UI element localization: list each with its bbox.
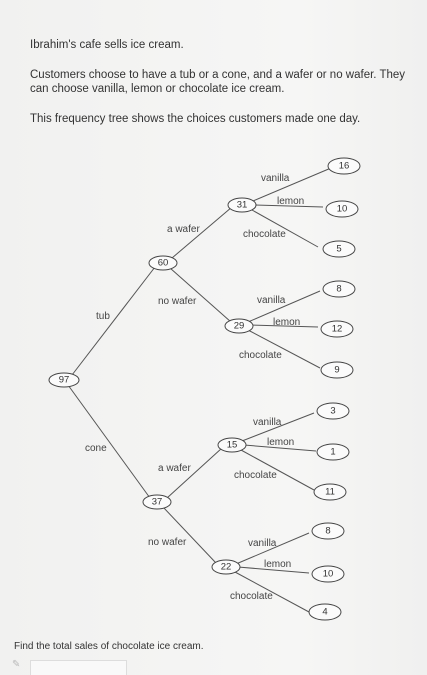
intro-line-3: This frequency tree shows the choices customers made one day.	[30, 113, 361, 125]
leaf-cone-nowafer-lemon: 10	[322, 568, 334, 580]
label-29-vanilla: vanilla	[257, 295, 286, 306]
answer-input[interactable]	[30, 660, 127, 675]
label-31-vanilla: vanilla	[261, 173, 290, 184]
branch-tub-no-wafer	[170, 268, 231, 322]
node-cone: 37	[151, 496, 163, 508]
leaf-tub-wafer-lemon: 10	[336, 203, 348, 215]
leaf-tub-wafer-chocolate: 5	[336, 243, 342, 255]
leaf-cone-nowafer-vanilla: 8	[325, 525, 331, 537]
label-22-vanilla: vanilla	[248, 538, 277, 549]
label-29-chocolate: chocolate	[239, 350, 282, 361]
node-cone-a-wafer: 15	[226, 439, 238, 451]
node-tub-no-wafer: 29	[233, 320, 245, 332]
node-cone-no-wafer: 22	[220, 561, 232, 573]
leaf-tub-nowafer-vanilla: 8	[336, 283, 342, 295]
label-15-chocolate: chocolate	[234, 470, 277, 481]
node-tub-a-wafer: 31	[236, 199, 248, 211]
leaf-cone-wafer-chocolate: 11	[325, 486, 335, 498]
node-values	[59, 161, 350, 618]
label-31-lemon: lemon	[277, 196, 305, 207]
question-text: Find the total sales of chocolate ice cream.	[14, 641, 204, 652]
label-15-vanilla: vanilla	[253, 417, 282, 428]
label-cone: cone	[85, 443, 107, 454]
leaf-cone-nowafer-chocolate: 4	[322, 606, 328, 618]
label-22-lemon: lemon	[264, 559, 292, 570]
leaf-tub-nowafer-lemon: 12	[331, 323, 343, 335]
leaf-cone-wafer-vanilla: 3	[330, 405, 336, 417]
branch-tub	[72, 267, 155, 375]
label-tub-no-wafer: no wafer	[158, 296, 197, 307]
intro-line-2: Customers choose to have a tub or a cone, and a wafer or no wafer. They can choose vanilla, lemon or chocolate ice cream.	[30, 69, 406, 95]
leaf-cone-wafer-lemon: 1	[330, 446, 336, 458]
intro-line-1: Ibrahim's cafe sells ice cream.	[30, 39, 184, 51]
label-cone-a-wafer: a wafer	[158, 463, 191, 474]
label-cone-no-wafer: no wafer	[148, 537, 187, 548]
leaf-tub-nowafer-chocolate: 9	[334, 364, 340, 376]
branch-29-chocolate	[248, 330, 320, 368]
node-tub: 60	[157, 257, 169, 269]
label-29-lemon: lemon	[273, 317, 301, 328]
node-root: 97	[58, 374, 70, 386]
label-22-chocolate: chocolate	[230, 591, 273, 602]
branch-cone	[68, 385, 150, 498]
leaf-tub-wafer-vanilla: 16	[338, 160, 350, 172]
label-15-lemon: lemon	[267, 437, 295, 448]
branch-cone-no-wafer	[163, 507, 216, 563]
branch-labels	[85, 173, 304, 602]
label-tub: tub	[96, 311, 110, 322]
label-tub-a-wafer: a wafer	[167, 224, 200, 235]
pencil-icon: ✎	[12, 659, 21, 670]
label-31-chocolate: chocolate	[243, 229, 286, 240]
